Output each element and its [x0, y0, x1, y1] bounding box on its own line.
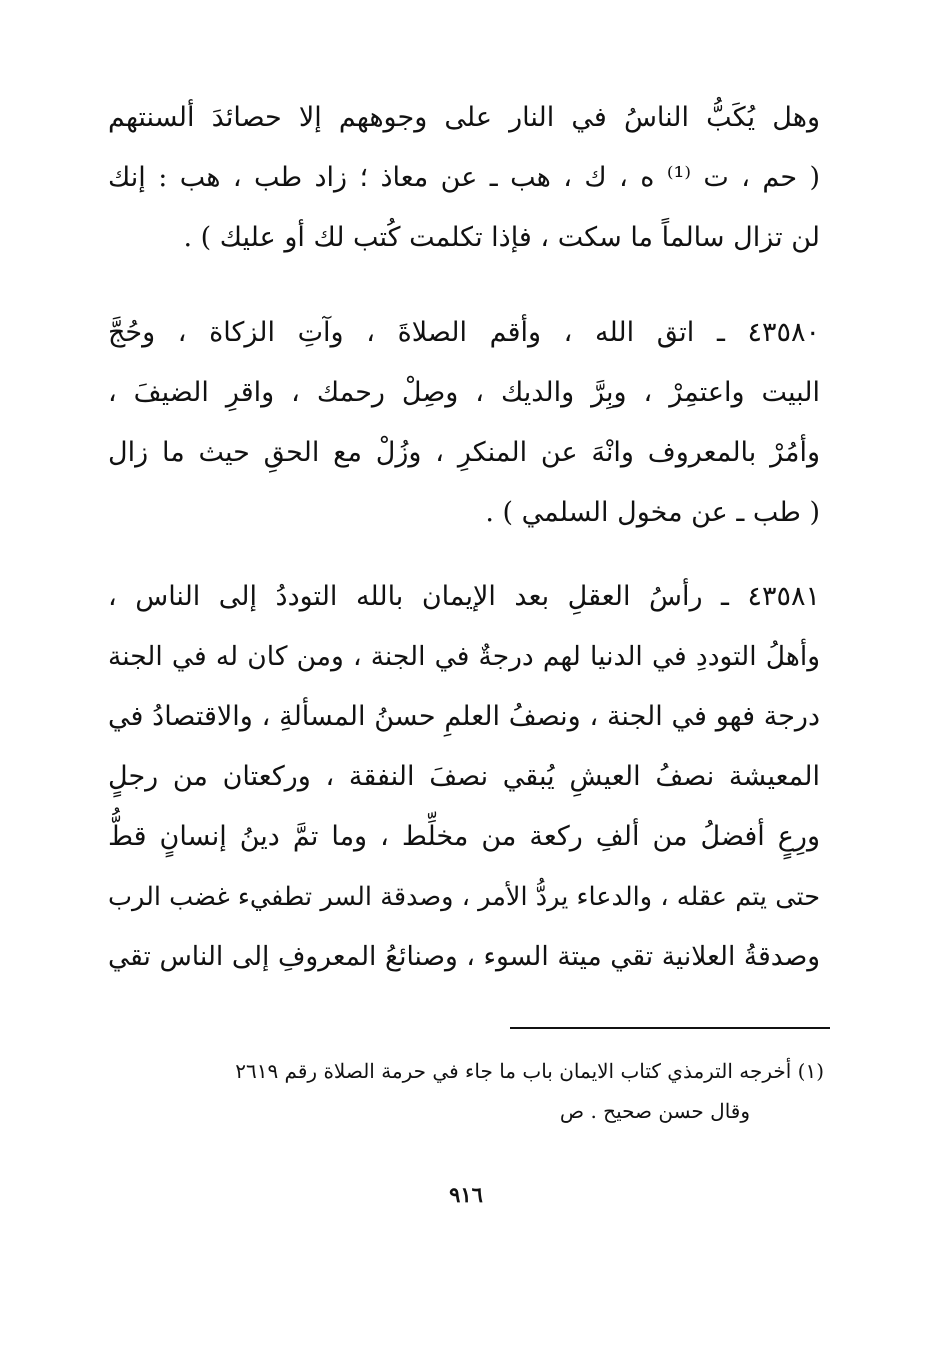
text-line: ( حم ، ت ⁽¹⁾ ه ، ك ، هب ـ عن معاذ ؛ زاد طب ، هب : إنك — [108, 162, 820, 193]
hadith-line: وصدقةُ العلانية تقي ميتة السوء ، وصنائعُ المعروفِ إلى الناس تقي — [108, 941, 820, 972]
hadith-line: وأمُرْ بالمعروف وانْهَ عن المنكرِ ، وزُلْ مع الحقِ حيث ما زال — [108, 437, 820, 468]
hadith-line: البيت واعتمِرْ ، وبِرَّ والديك ، وصِلْ رحمك ، واقرِ الضيفَ ، — [108, 377, 820, 408]
hadith-line: ( طب ـ عن مخول السلمي ) . — [485, 497, 820, 528]
text-line: وهل يُكَبُّ الناسُ في النار على وجوههم إلا حصائدَ ألسنتهم — [108, 102, 820, 133]
hadith-line: وأهلُ التوددِ في الدنيا لهم درجةٌ في الجنة ، ومن كان له في الجنة — [108, 641, 820, 672]
footnote-line: وقال حسن صحيح . ص — [559, 1099, 750, 1123]
text-line: لن تزال سالماً ما سكت ، فإذا تكلمت كُتب لك أو عليك ) . — [183, 222, 820, 253]
footnote-line: (١) أخرجه الترمذي كتاب الايمان باب ما جاء في حرمة الصلاة رقم ٢٦١٩ — [235, 1059, 824, 1083]
hadith-line: درجة فهو في الجنة ، ونصفُ العلمِ حسنُ المسألةِ ، والاقتصادُ في — [108, 701, 820, 732]
hadith-line: ٤٣٥٨١ ـ رأسُ العقلِ بعد الإيمان بالله التوددُ إلى الناس ، — [108, 581, 820, 612]
hadith-line: ورِعٍ أفضلُ من ألفِ ركعة من مخلِّط ، وما تمَّ دينُ إنسانٍ قطُّ — [108, 821, 820, 852]
footnote-divider — [510, 1027, 830, 1029]
hadith-line: ٤٣٥٨٠ ـ اتق الله ، وأقم الصلاةَ ، وآتِ الزكاة ، وحُجَّ — [108, 317, 820, 348]
page-number: ٩١٦ — [449, 1182, 483, 1207]
hadith-line: حتى يتم عقله ، والدعاء يردُّ الأمر ، وصدقة السر تطفيء غضب الرب — [108, 882, 820, 912]
hadith-line: المعيشة نصفُ العيشِ يُبقي نصفَ النفقة ، وركعتان من رجلٍ — [108, 761, 820, 792]
